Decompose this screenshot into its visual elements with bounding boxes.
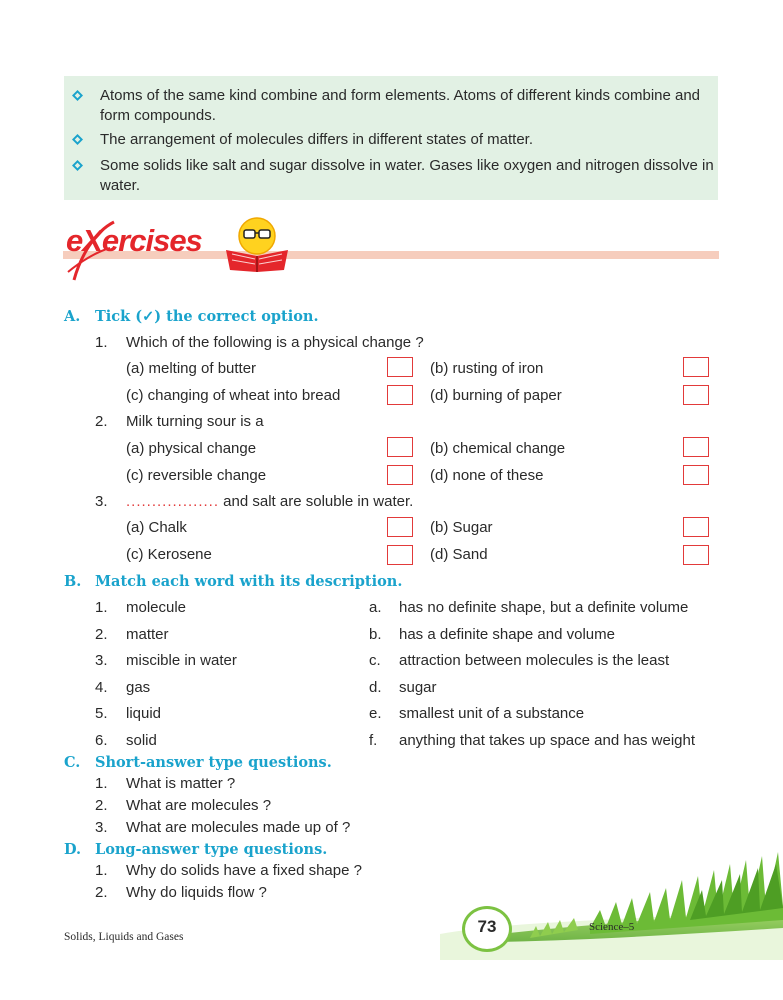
question-number: 2.	[95, 413, 108, 430]
question-number: 3.	[95, 493, 108, 510]
tick-box[interactable]	[387, 465, 413, 485]
match-left-number: 1.	[95, 599, 108, 616]
match-right-letter: c.	[369, 652, 381, 669]
option-a: (a) Chalk	[126, 519, 187, 536]
option-c: (c) changing of wheat into bread	[126, 387, 341, 404]
reading-smiley-icon	[222, 214, 292, 272]
match-left-item: miscible in water	[126, 652, 237, 669]
match-left-number: 3.	[95, 652, 108, 669]
tick-box[interactable]	[683, 357, 709, 377]
option-b: (b) Sugar	[430, 519, 493, 536]
section-c-title: Short-answer type questions.	[95, 754, 332, 771]
match-right-letter: b.	[369, 626, 382, 643]
match-right-letter: a.	[369, 599, 382, 616]
book-footer: Science–5	[589, 921, 635, 933]
tick-box[interactable]	[387, 357, 413, 377]
match-right-letter: d.	[369, 679, 382, 696]
question-text: What are molecules made up of ?	[126, 819, 351, 836]
tick-box[interactable]	[683, 437, 709, 457]
option-c: (c) reversible change	[126, 467, 267, 484]
match-right-item: has no definite shape, but a definite volume	[399, 599, 689, 616]
question-text: Why do liquids flow ?	[126, 884, 267, 901]
question-number: 1.	[95, 775, 108, 792]
summary-text: Atoms of the same kind combine and form elements. Atoms of different kinds combine and form compounds.	[100, 87, 701, 124]
match-right-item: smallest unit of a substance	[399, 705, 585, 722]
tick-box[interactable]	[387, 517, 413, 537]
match-right-item: attraction between molecules is the least	[399, 652, 670, 669]
section-a-title: Tick (✓) the correct option.	[95, 308, 319, 325]
option-b: (b) chemical change	[430, 440, 566, 457]
question-number: 2.	[95, 884, 108, 901]
diamond-bullet-icon	[72, 134, 83, 145]
option-a: (a) physical change	[126, 440, 257, 457]
question-text: Why do solids have a fixed shape ?	[126, 862, 362, 879]
tick-box[interactable]	[683, 465, 709, 485]
section-d-letter: D.	[64, 841, 82, 858]
chapter-footer: Solids, Liquids and Gases	[64, 931, 184, 943]
match-right-item: has a definite shape and volume	[399, 626, 615, 643]
match-left-number: 4.	[95, 679, 108, 696]
option-d: (d) burning of paper	[430, 387, 562, 404]
section-d-title: Long-answer type questions.	[95, 841, 328, 858]
match-left-item: solid	[126, 732, 157, 749]
diamond-bullet-icon	[72, 160, 83, 171]
question-text	[126, 493, 413, 510]
summary-text: Some solids like salt and sugar dissolve in water. Gases like oxygen and nitrogen dissolve in water.	[100, 157, 714, 194]
match-left-item: gas	[126, 679, 151, 696]
match-left-number: 2.	[95, 626, 108, 643]
summary-box	[64, 76, 718, 200]
question-text: Which of the following is a physical change ?	[126, 334, 424, 351]
diamond-bullet-icon	[72, 90, 83, 101]
section-c-letter: C.	[64, 754, 81, 771]
question-text: What are molecules ?	[126, 797, 272, 814]
match-left-item: matter	[126, 626, 169, 643]
question-number: 1.	[95, 334, 108, 351]
question-number: 2.	[95, 797, 108, 814]
option-d: (d) none of these	[430, 467, 544, 484]
page-number: 73	[477, 917, 497, 936]
match-left-number: 6.	[95, 732, 108, 749]
match-left-item: liquid	[126, 705, 162, 722]
tick-box[interactable]	[387, 437, 413, 457]
question-number: 3.	[95, 819, 108, 836]
tick-box[interactable]	[683, 517, 709, 537]
match-right-item: sugar	[399, 679, 437, 696]
match-left-item: molecule	[126, 599, 187, 616]
option-d: (d) Sand	[430, 546, 488, 563]
match-right-letter: f.	[369, 732, 378, 749]
tick-box[interactable]	[683, 545, 709, 565]
question-text-rest: and salt are soluble in water.	[219, 493, 414, 510]
question-text: What is matter ?	[126, 775, 236, 792]
tick-box[interactable]	[387, 385, 413, 405]
option-a: (a) melting of butter	[126, 360, 257, 377]
tick-box[interactable]	[683, 385, 709, 405]
option-b: (b) rusting of iron	[430, 360, 544, 377]
match-right-item: anything that takes up space and has weight	[399, 732, 696, 749]
section-a-letter: A.	[64, 308, 81, 325]
option-c: (c) Kerosene	[126, 546, 212, 563]
section-b-title: Match each word with its description.	[95, 573, 403, 590]
tick-box[interactable]	[387, 545, 413, 565]
summary-text: The arrangement of molecules differs in different states of matter.	[100, 131, 534, 148]
question-number: 1.	[95, 862, 108, 879]
match-left-number: 5.	[95, 705, 108, 722]
question-text: Milk turning sour is a	[126, 413, 264, 430]
section-b-letter: B.	[64, 573, 82, 590]
match-right-letter: e.	[369, 705, 382, 722]
exercises-title: eXercises	[66, 223, 202, 258]
fill-blank[interactable]: ..................	[126, 493, 220, 510]
